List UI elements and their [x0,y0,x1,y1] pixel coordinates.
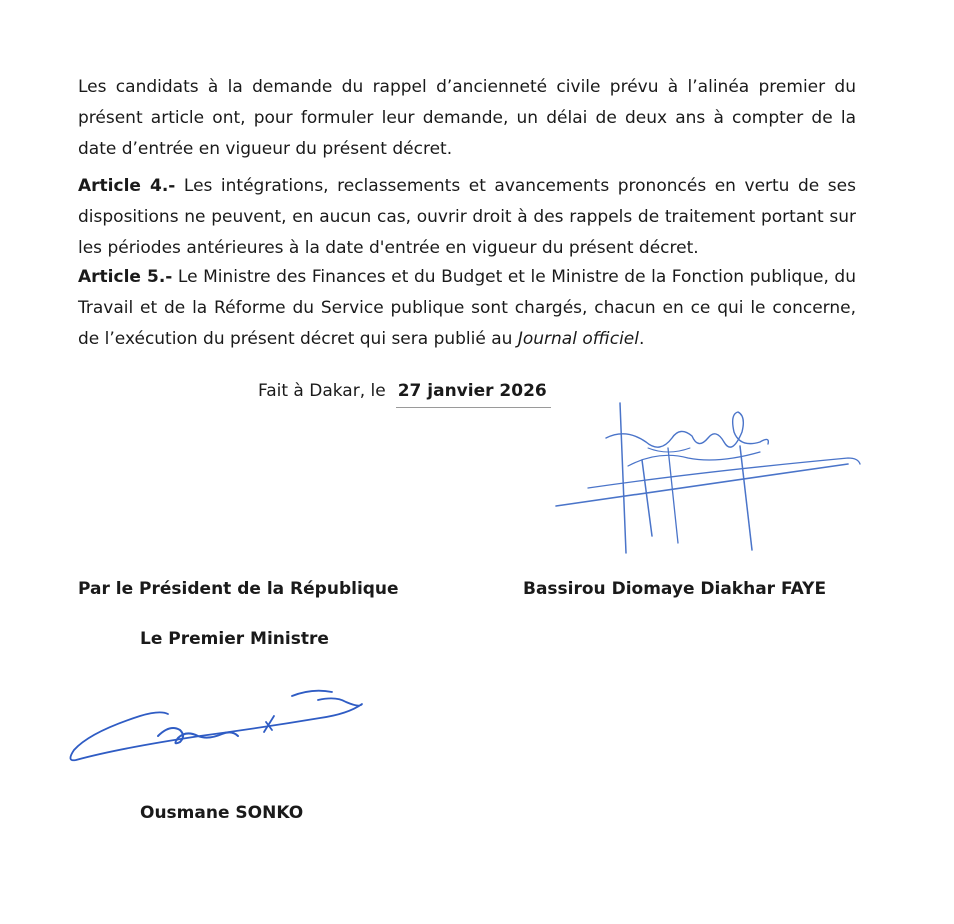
signing-date: 27 janvier 2026 [396,377,551,408]
article-4-text: Les intégrations, reclassements et avancements prononcés en vertu de ses dispositions ne peuvent, en aucun cas, ouvrir droit à des rappels de traitement portant sur les périodes antérieures à la date d'entrée en vigueur du présent décret. [78,176,856,258]
prime-minister-signature [60,678,380,768]
place-text: Fait à Dakar, le [258,381,386,401]
journal-officiel: Journal officiel [517,329,639,349]
president-name: Bassirou Diomaye Diakhar FAYE [523,579,827,599]
prime-minister-name: Ousmane SONKO [140,803,304,823]
president-line: Par le Président de la République [78,579,399,599]
article-5-text: Le Ministre des Finances et du Budget et le Ministre de la Fonction publique, du Travail et de la Réforme du Service publique sont chargés, chacun en ce qui le concerne, de l’exécution du présent décret qui sera publié au [78,267,856,349]
prime-minister-title: Le Premier Ministre [140,629,329,649]
article-4 [78,171,856,264]
paragraph-anciennete-text: Les candidats à la demande du rappel d’ancienneté civile prévu à l’alinéa premier du présent article ont, pour formuler leur demande, un délai de deux ans à compter de la date d’entrée en vigueur du présent décret. [78,77,856,159]
president-signature [548,398,868,558]
place-date-line [258,377,551,408]
prime-minister-signature-strokes [70,691,362,761]
article-5 [78,262,856,355]
paragraph-anciennete [78,72,856,165]
article-5-heading: Article 5.- [78,267,173,287]
article-5-end: . [639,329,645,349]
article-4-heading: Article 4.- [78,176,176,196]
president-signature-strokes [556,403,860,553]
